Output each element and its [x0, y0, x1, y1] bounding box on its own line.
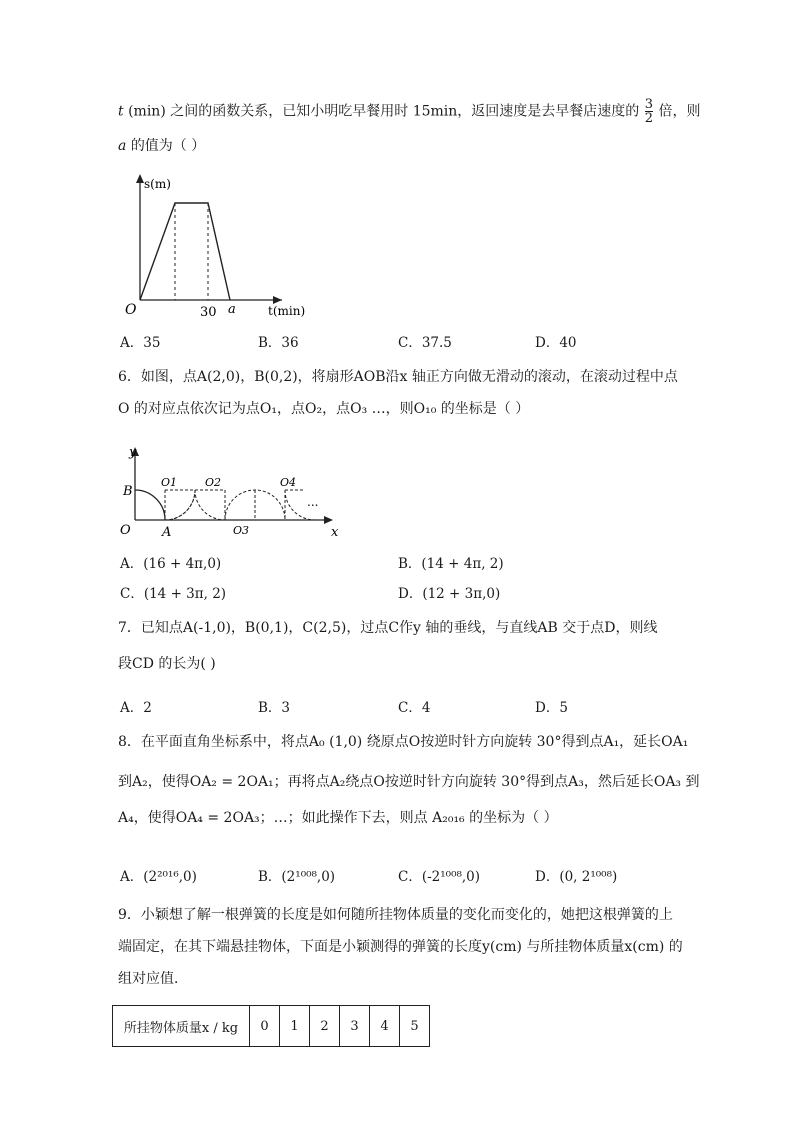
q8-line-2: 到A₂，使得OA₂ = 2OA₁；再将点A₂绕点O按逆时针方向旋转 30°得到点A₃，然后延长OA₃ 到 [118, 774, 700, 790]
q6-x-label: x [331, 525, 339, 540]
q9-line-1: 9．小颖想了解一根弹簧的长度是如何随所挂物体质量的变化而变化的，她把这根弹簧的上 [118, 907, 673, 923]
q6-choice-a[interactable]: A．(16 + 4π,0) [120, 556, 222, 572]
q6-label-o: O [120, 523, 131, 538]
table-row [113, 1006, 430, 1047]
q5-text-2: 倍，则 [658, 103, 701, 120]
q9-table-cell: 3 [340, 1006, 370, 1047]
q5-line-1 [118, 98, 700, 125]
q8-choice-d[interactable]: D．(0, 2¹⁰⁰⁸) [535, 869, 618, 885]
q5-var-t: t [118, 103, 124, 120]
q5-frac-num: 3 [644, 97, 654, 112]
q7-choice-b[interactable]: B．3 [258, 700, 291, 716]
q5-y-arrow-icon [136, 174, 144, 183]
q5-x-arrow-icon [273, 296, 282, 304]
q9-line-3: 组对应值． [118, 971, 188, 987]
q6-choice-c[interactable]: C．(14 + 3π, 2) [120, 586, 227, 602]
q6-arc-2 [195, 490, 225, 520]
q6-arc-1b [165, 490, 195, 520]
q6-y-label: y [129, 445, 137, 460]
q6-label-o1: O1 [161, 476, 178, 489]
q8-line-1: 8．在平面直角坐标系中，将点A₀ (1,0) 绕原点O按逆时针方向旋转 30°得到点A₁，延长OA₁ [118, 734, 689, 750]
q6-label-o4: O4 [280, 476, 297, 489]
q7-line-1: 7．已知点A(-1,0)，B(0,1)，C(2,5)，过点C作y 轴的垂线，与直线AB 交于点D，则线 [118, 620, 658, 636]
q8-choice-a[interactable]: A．(2²⁰¹⁶,0) [120, 869, 197, 885]
q6-label-a: A [162, 525, 172, 540]
q5-fraction [645, 98, 653, 125]
q9-line-2: 端固定，在其下端悬挂物体，下面是小颖测得的弹簧的长度y(cm) 与所挂物体质量x(cm) 的 [118, 939, 683, 955]
q6-x-arrow-icon [324, 516, 333, 524]
q9-table-cell: 4 [370, 1006, 400, 1047]
q7-line-2: 段CD 的长为( ) [118, 656, 216, 672]
q5-text-1: 之间的函数关系，已知小明吃早餐用时 15min，返回速度是去早餐店速度的 [170, 103, 640, 120]
q9-table-cell: 2 [310, 1006, 340, 1047]
q9-data-table [112, 1005, 430, 1047]
q5-unit-min: (min) [128, 103, 166, 120]
q5-graph-line [140, 203, 230, 300]
q6-rolling-sector-figure [115, 440, 350, 540]
q5-tick-30: 30 [200, 305, 217, 320]
q6-ellipsis: ... [307, 495, 319, 509]
q6-choice-b[interactable]: B．(14 + 4π, 2) [398, 556, 504, 572]
q8-choice-b[interactable]: B．(2¹⁰⁰⁸,0) [258, 869, 336, 885]
q6-label-b: B [123, 484, 133, 499]
q7-choice-d[interactable]: D．5 [535, 700, 568, 716]
q5-line-2 [118, 135, 205, 155]
q6-line-2: O 的对应点依次记为点O₁，点O₂，点O₃ …，则O₁₀ 的坐标是（ ） [118, 401, 530, 417]
q5-origin-label: O [125, 302, 137, 318]
q7-choice-c[interactable]: C．4 [398, 700, 431, 716]
q6-label-o2: O2 [205, 476, 222, 489]
q5-distance-time-graph [110, 168, 320, 323]
q6-sector-arc [135, 490, 165, 520]
q6-line-1: 6．如图，点A(2,0)，B(0,2)，将扇形AOB沿x 轴正方向做无滑动的滚动，在滚动过程中点 [118, 369, 678, 385]
q8-line-3: A₄，使得OA₄ = 2OA₃；…；如此操作下去，则点 A₂₀₁₆ 的坐标为（ ） [118, 810, 558, 826]
q5-choice-b[interactable]: B．36 [258, 335, 299, 351]
q5-frac-den: 2 [644, 111, 654, 126]
q5-text-3: 的值为（ ） [130, 138, 206, 154]
q9-table-cell: 1 [280, 1006, 310, 1047]
q6-label-o3: O3 [233, 524, 250, 537]
q7-choice-a[interactable]: A．2 [120, 700, 152, 716]
q5-tick-a: a [228, 302, 236, 317]
q5-var-a: a [118, 138, 127, 154]
q5-x-label: t(min) [268, 304, 306, 318]
q9-table-header: 所挂物体质量x / kg [113, 1006, 250, 1047]
q5-choice-d[interactable]: D．40 [535, 335, 577, 351]
q9-table-cell: 0 [250, 1006, 280, 1047]
q5-y-label: s(m) [144, 177, 171, 191]
q5-choice-c[interactable]: C．37.5 [398, 335, 452, 351]
q9-table-cell: 5 [400, 1006, 430, 1047]
q6-choice-d[interactable]: D．(12 + 3π,0) [398, 586, 501, 602]
q5-choice-a[interactable]: A．35 [120, 335, 161, 351]
q8-choice-c[interactable]: C．(-2¹⁰⁰⁸,0) [398, 869, 481, 885]
